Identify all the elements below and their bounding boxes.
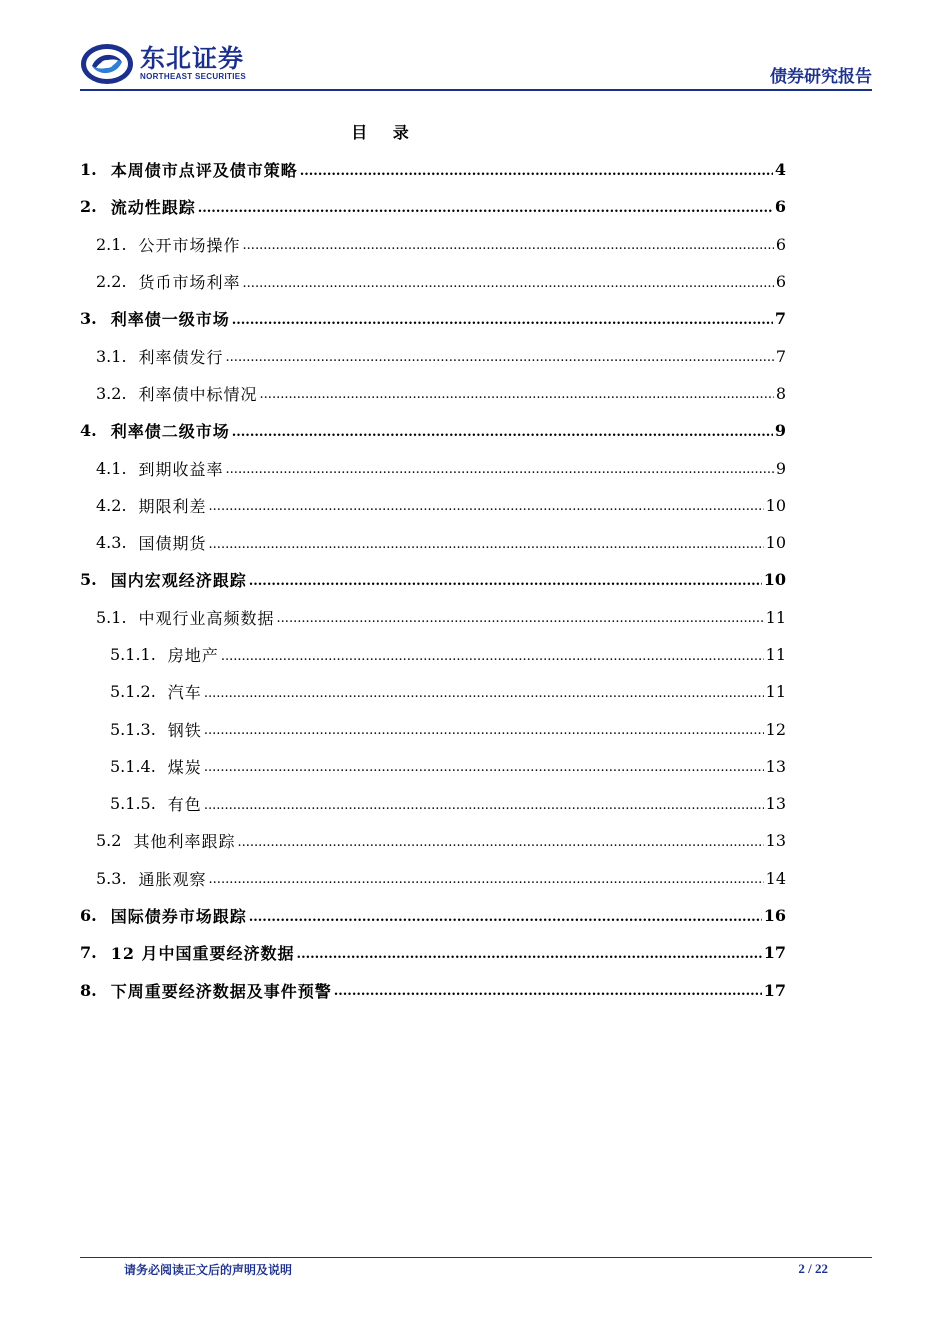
toc-dot-leader bbox=[232, 424, 773, 438]
toc-entry[interactable] bbox=[80, 748, 786, 785]
toc-entry-title: 下周重要经济数据及事件预警 bbox=[110, 981, 332, 1001]
toc-entry-number: 5.1.3. bbox=[110, 719, 156, 739]
toc-dot-leader bbox=[226, 461, 774, 475]
toc-entry-number: 1. bbox=[80, 160, 97, 180]
toc-entry[interactable] bbox=[80, 710, 786, 747]
toc-entry-number: 5.3. bbox=[96, 868, 127, 888]
toc-entry-title: 利率债中标情况 bbox=[138, 384, 258, 404]
brand-logo bbox=[80, 42, 246, 86]
toc-dot-leader bbox=[300, 163, 773, 177]
toc-entry-page: 16 bbox=[763, 906, 786, 926]
toc-entry[interactable] bbox=[80, 524, 786, 561]
toc-entry-title: 国际债券市场跟踪 bbox=[110, 907, 247, 927]
toc-dot-leader bbox=[209, 536, 764, 550]
toc-dot-leader bbox=[204, 722, 764, 736]
toc-entry-number: 3. bbox=[80, 309, 97, 329]
toc-entry-title: 利率债二级市场 bbox=[110, 422, 230, 442]
toc-entry-title: 公开市场操作 bbox=[138, 235, 241, 255]
toc-dot-leader bbox=[226, 349, 774, 363]
toc-entry[interactable] bbox=[80, 337, 786, 374]
toc-entry[interactable] bbox=[80, 897, 786, 934]
toc-dot-leader bbox=[249, 573, 762, 587]
brand-name-cn: 东北证券 bbox=[140, 44, 245, 73]
toc-entry-page: 17 bbox=[763, 980, 786, 1000]
toc-entry-number: 2.2. bbox=[96, 272, 127, 292]
toc-entry-page: 7 bbox=[774, 309, 786, 329]
toc-entry[interactable] bbox=[80, 226, 786, 263]
toc-dot-leader bbox=[334, 983, 762, 997]
toc-entry-page: 9 bbox=[774, 421, 786, 441]
toc-entry-page: 11 bbox=[765, 682, 786, 702]
toc-entry[interactable] bbox=[80, 412, 786, 449]
toc-entry-page: 4 bbox=[774, 160, 786, 180]
toc-entry-page: 8 bbox=[775, 383, 786, 403]
toc-entry-number: 3.1. bbox=[96, 346, 127, 366]
toc-dot-leader bbox=[198, 200, 773, 214]
toc-entry[interactable] bbox=[80, 151, 786, 188]
toc-entry-title: 到期收益率 bbox=[138, 459, 224, 479]
toc-entry-page: 6 bbox=[775, 272, 786, 292]
toc-entry-page: 13 bbox=[765, 756, 786, 776]
toc-entry-number: 8. bbox=[80, 980, 97, 1000]
toc-title: 目 录 bbox=[351, 123, 419, 142]
toc-entry-title: 其他利率跟踪 bbox=[133, 832, 236, 852]
toc-dot-leader bbox=[243, 237, 774, 251]
toc-entry[interactable] bbox=[80, 822, 786, 859]
toc-entry-number: 2.1. bbox=[96, 234, 127, 254]
toc-entry[interactable] bbox=[80, 860, 786, 897]
toc-entry[interactable] bbox=[80, 785, 786, 822]
page-number: 2 / 22 bbox=[798, 1261, 828, 1276]
toc-entry[interactable] bbox=[80, 599, 786, 636]
toc-entry-page: 11 bbox=[765, 607, 786, 627]
toc-dot-leader bbox=[243, 275, 774, 289]
toc-entry-title: 国内宏观经济跟踪 bbox=[110, 571, 247, 591]
toc-entry-title: 汽车 bbox=[167, 683, 202, 703]
northeast-securities-logo-icon bbox=[80, 42, 134, 86]
toc-entry-number: 2. bbox=[80, 197, 97, 217]
toc-dot-leader bbox=[277, 610, 764, 624]
toc-entry-number: 4.2. bbox=[96, 495, 127, 515]
report-type-label: 债券研究报告 bbox=[770, 67, 872, 87]
toc-dot-leader bbox=[209, 498, 764, 512]
toc-entry[interactable] bbox=[80, 561, 786, 598]
toc-entry-number: 5.1. bbox=[96, 607, 127, 627]
toc-entry-number: 5. bbox=[80, 570, 97, 590]
toc-entry-number: 4. bbox=[80, 421, 97, 441]
toc-entry-title: 12 月中国重要经济数据 bbox=[110, 944, 295, 964]
toc-entry-page: 9 bbox=[775, 458, 786, 478]
toc-entry[interactable] bbox=[80, 300, 786, 337]
toc-dot-leader bbox=[204, 759, 764, 773]
toc-entry-number: 5.1.1. bbox=[110, 645, 156, 664]
toc-entry-number: 5.2 bbox=[96, 831, 122, 851]
toc-entry[interactable] bbox=[80, 375, 786, 412]
toc-dot-leader bbox=[204, 797, 764, 811]
toc-entry-page: 13 bbox=[765, 794, 786, 814]
toc-entry-title: 本周债市点评及债市策略 bbox=[110, 161, 298, 181]
toc-entry-page: 17 bbox=[763, 943, 786, 963]
toc-entry-number: 4.1. bbox=[96, 458, 127, 478]
footer-disclaimer: 请务必阅读正文后的声明及说明 bbox=[124, 1263, 293, 1277]
toc-entry-number: 3.2. bbox=[96, 383, 127, 403]
toc-entry-page: 6 bbox=[774, 197, 786, 217]
toc-entry-page: 6 bbox=[775, 234, 786, 254]
toc-entry-number: 5.1.5. bbox=[110, 794, 156, 814]
toc-dot-leader bbox=[260, 386, 774, 400]
toc-entry-title: 通胀观察 bbox=[138, 869, 207, 889]
toc-entry-title: 国债期货 bbox=[138, 534, 207, 554]
toc-entry-title: 货币市场利率 bbox=[138, 273, 241, 293]
toc-entry-title: 有色 bbox=[167, 795, 202, 815]
toc-entry-title: 流动性跟踪 bbox=[110, 198, 196, 218]
toc-entry-page: 7 bbox=[775, 346, 786, 366]
toc-entry[interactable] bbox=[80, 449, 786, 486]
toc-entry[interactable] bbox=[80, 636, 786, 673]
toc-dot-leader bbox=[221, 648, 764, 662]
toc-entry-number: 5.1.2. bbox=[110, 682, 156, 702]
toc-entry-page: 12 bbox=[765, 719, 786, 739]
page-header bbox=[80, 38, 872, 90]
table-of-contents bbox=[80, 151, 786, 1009]
toc-entry-number: 6. bbox=[80, 906, 97, 926]
toc-entry[interactable] bbox=[80, 934, 786, 971]
toc-entry-title: 期限利差 bbox=[138, 496, 207, 516]
toc-dot-leader bbox=[209, 871, 764, 885]
footer-divider bbox=[80, 1257, 872, 1258]
toc-dot-leader bbox=[232, 312, 773, 326]
toc-entry-title: 房地产 bbox=[167, 646, 219, 665]
toc-entry-page: 10 bbox=[765, 533, 786, 553]
toc-entry-title: 中观行业高频数据 bbox=[138, 608, 275, 628]
toc-entry[interactable] bbox=[80, 972, 786, 1009]
toc-entry-page: 11 bbox=[765, 645, 786, 664]
toc-entry-title: 利率债发行 bbox=[138, 347, 224, 367]
toc-dot-leader bbox=[204, 685, 764, 699]
toc-entry-page: 10 bbox=[763, 570, 786, 590]
toc-entry-title: 利率债一级市场 bbox=[110, 310, 230, 330]
toc-entry-page: 10 bbox=[765, 495, 786, 515]
toc-entry[interactable] bbox=[80, 188, 786, 225]
toc-dot-leader bbox=[297, 946, 762, 960]
header-divider bbox=[80, 89, 872, 91]
toc-entry[interactable] bbox=[80, 673, 786, 710]
toc-dot-leader bbox=[249, 909, 762, 923]
toc-entry-page: 14 bbox=[765, 868, 786, 888]
toc-entry-page: 13 bbox=[765, 831, 786, 851]
toc-entry-number: 5.1.4. bbox=[110, 756, 156, 776]
toc-entry-title: 煤炭 bbox=[167, 757, 202, 777]
toc-dot-leader bbox=[237, 834, 763, 848]
toc-entry[interactable] bbox=[80, 487, 786, 524]
toc-entry-number: 4.3. bbox=[96, 533, 127, 553]
toc-entry-number: 7. bbox=[80, 943, 97, 963]
toc-entry-title: 钢铁 bbox=[167, 720, 202, 740]
toc-entry[interactable] bbox=[80, 263, 786, 300]
brand-name-en: NORTHEAST SECURITIES bbox=[140, 72, 247, 81]
